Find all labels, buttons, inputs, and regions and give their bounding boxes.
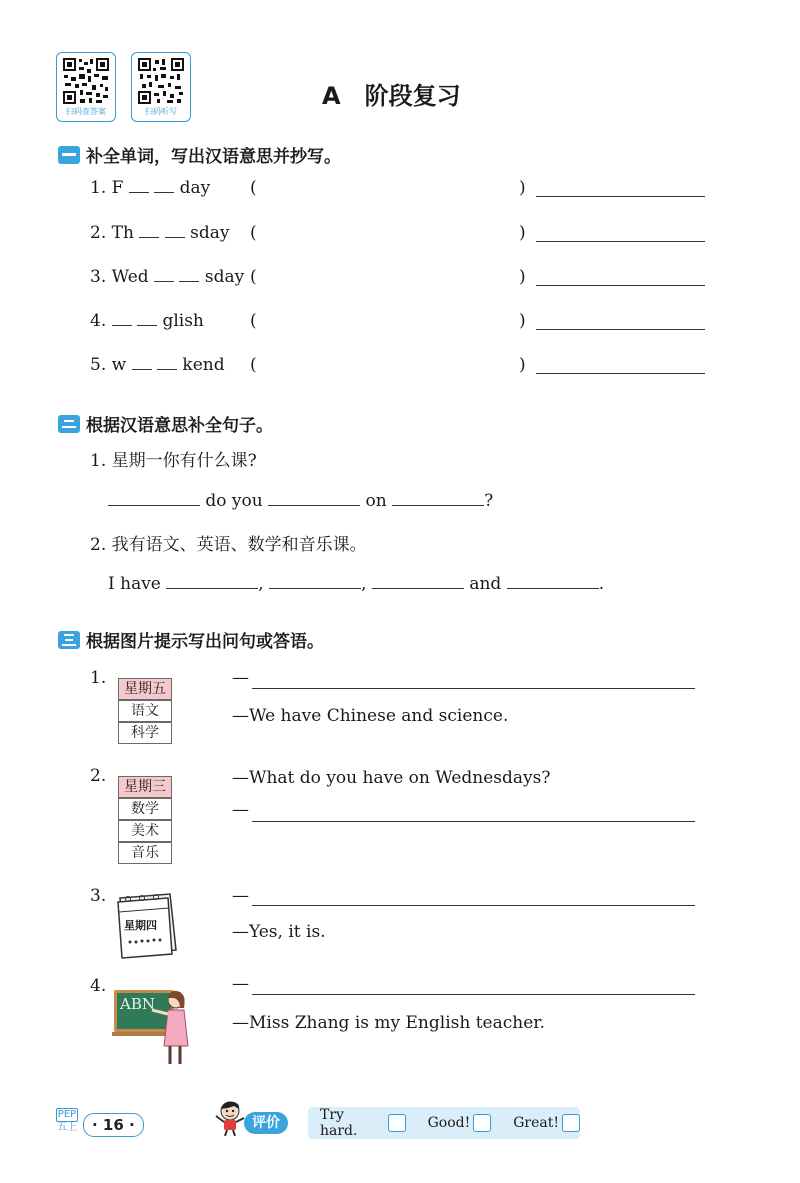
paren-open: ( bbox=[250, 311, 257, 331]
copy-line[interactable] bbox=[536, 196, 705, 197]
dash: — bbox=[232, 800, 249, 820]
eval-checkbox[interactable] bbox=[562, 1114, 580, 1132]
timetable-subject: 音乐 bbox=[118, 842, 172, 864]
copy-line[interactable] bbox=[536, 285, 705, 286]
sentence-end: . bbox=[598, 574, 605, 594]
section-3-badge bbox=[58, 631, 80, 649]
word-suffix: kend bbox=[182, 355, 225, 375]
s2-q1-line bbox=[108, 491, 493, 511]
s3-given-question: —What do you have on Wednesdays? bbox=[232, 768, 551, 788]
sentence-text: and bbox=[469, 574, 502, 594]
s3-given-answer: —Yes, it is. bbox=[232, 922, 326, 942]
timetable-day: 星期五 bbox=[118, 678, 172, 700]
word-item-1 bbox=[90, 178, 210, 198]
dash: — bbox=[232, 668, 249, 688]
s2-q2-line bbox=[108, 574, 604, 594]
timetable-subject: 科学 bbox=[118, 722, 172, 744]
item-number: 2. bbox=[90, 223, 107, 243]
eval-label: Great! bbox=[513, 1115, 559, 1131]
comma: , bbox=[258, 574, 264, 594]
pep-badge: PEP bbox=[57, 1109, 77, 1120]
paren-close: ) bbox=[519, 223, 526, 243]
answer-blank[interactable] bbox=[372, 574, 464, 589]
qr-label: 扫码听写 bbox=[145, 107, 177, 116]
numeral-one-icon bbox=[62, 153, 76, 157]
answer-blank[interactable] bbox=[108, 491, 200, 506]
copy-line[interactable] bbox=[536, 373, 705, 374]
qr-dictation[interactable] bbox=[131, 52, 191, 122]
qr-label: 扫码查答案 bbox=[66, 107, 106, 116]
timetable-subject: 语文 bbox=[118, 700, 172, 722]
eval-label: Try hard. bbox=[320, 1107, 358, 1139]
item-number: 3. bbox=[90, 267, 107, 287]
letter-blank[interactable] bbox=[137, 311, 157, 326]
s3-item-number: 1. bbox=[90, 668, 107, 688]
grade-label: 五上 bbox=[57, 1122, 77, 1133]
paren-close: ) bbox=[519, 178, 526, 198]
dash: — bbox=[232, 974, 249, 994]
copy-line[interactable] bbox=[536, 241, 705, 242]
pep-label bbox=[56, 1108, 78, 1134]
item-number: 4. bbox=[90, 311, 107, 331]
sentence-text: do you bbox=[205, 491, 263, 511]
section-3-heading bbox=[58, 627, 324, 652]
letter-blank[interactable] bbox=[132, 355, 152, 370]
paren-open: ( bbox=[250, 223, 257, 243]
letter-blank[interactable] bbox=[154, 178, 174, 193]
word-suffix: sday bbox=[204, 267, 245, 287]
word-prefix: w bbox=[111, 355, 127, 375]
eval-label: Good! bbox=[427, 1115, 471, 1131]
section-1-badge bbox=[58, 146, 80, 164]
answer-blank[interactable] bbox=[166, 574, 258, 589]
paren-close: ) bbox=[519, 355, 526, 375]
evaluation-badge: 评价 bbox=[244, 1112, 288, 1134]
qr-answers[interactable] bbox=[56, 52, 116, 122]
copy-line[interactable] bbox=[536, 329, 705, 330]
eval-good[interactable] bbox=[428, 1114, 492, 1132]
answer-line[interactable] bbox=[252, 688, 695, 689]
word-item-2 bbox=[90, 223, 230, 243]
cartoon-boy-icon bbox=[214, 1100, 246, 1136]
word-item-4 bbox=[90, 311, 204, 331]
section-2-title: 根据汉语意思补全句子。 bbox=[86, 416, 273, 436]
blackboard-text: ABN bbox=[120, 995, 155, 1013]
evaluation-bar bbox=[308, 1107, 580, 1139]
page-number: · 16 · bbox=[83, 1113, 144, 1137]
letter-blank[interactable] bbox=[165, 223, 185, 238]
paren-close: ) bbox=[519, 311, 526, 331]
sentence-text: on bbox=[365, 491, 387, 511]
qr-code-icon bbox=[137, 57, 185, 105]
eval-try-hard[interactable] bbox=[320, 1107, 406, 1139]
item-number: 1. bbox=[90, 178, 107, 198]
answer-blank[interactable] bbox=[507, 574, 599, 589]
qr-code-icon bbox=[62, 57, 110, 105]
answer-line[interactable] bbox=[252, 994, 695, 995]
letter-blank[interactable] bbox=[139, 223, 159, 238]
word-suffix: sday bbox=[190, 223, 230, 243]
timetable-subject: 数学 bbox=[118, 798, 172, 820]
eval-checkbox[interactable] bbox=[473, 1114, 491, 1132]
answer-line[interactable] bbox=[252, 821, 695, 822]
item-number: 5. bbox=[90, 355, 107, 375]
letter-blank[interactable] bbox=[154, 267, 174, 282]
s3-given-answer: —We have Chinese and science. bbox=[232, 706, 509, 726]
calendar-day: 星期四 bbox=[124, 919, 157, 932]
sentence-end: ? bbox=[484, 491, 494, 511]
word-prefix: Th bbox=[111, 223, 134, 243]
answer-blank[interactable] bbox=[268, 491, 360, 506]
section-1-title: 补全单词，写出汉语意思并抄写。 bbox=[86, 147, 341, 167]
paren-open: ( bbox=[250, 178, 257, 198]
paren-close: ) bbox=[519, 267, 526, 287]
timetable-subject: 美术 bbox=[118, 820, 172, 842]
paren-open: ( bbox=[250, 267, 257, 287]
sentence-text: I have bbox=[108, 574, 161, 594]
eval-checkbox[interactable] bbox=[388, 1114, 406, 1132]
s3-item-number: 4. bbox=[90, 976, 107, 996]
eval-great[interactable] bbox=[513, 1114, 580, 1132]
letter-blank[interactable] bbox=[129, 178, 149, 193]
answer-blank[interactable] bbox=[392, 491, 484, 506]
section-1-heading bbox=[58, 142, 341, 167]
s3-given-answer: —Miss Zhang is my English teacher. bbox=[232, 1013, 545, 1033]
word-item-3 bbox=[90, 267, 244, 287]
word-prefix: F bbox=[111, 178, 124, 198]
timetable-day: 星期三 bbox=[118, 776, 172, 798]
word-item-5 bbox=[90, 355, 225, 375]
answer-line[interactable] bbox=[252, 905, 695, 906]
letter-blank[interactable] bbox=[112, 311, 132, 326]
word-suffix: glish bbox=[162, 311, 204, 331]
dash: — bbox=[232, 886, 249, 906]
letter-blank[interactable] bbox=[179, 267, 199, 282]
comma: , bbox=[361, 574, 367, 594]
section-2-heading bbox=[58, 411, 273, 436]
s3-item-number: 3. bbox=[90, 886, 107, 906]
s3-item-number: 2. bbox=[90, 766, 107, 786]
letter-blank[interactable] bbox=[157, 355, 177, 370]
paren-open: ( bbox=[250, 355, 257, 375]
numeral-three-icon bbox=[62, 634, 76, 646]
numeral-two-icon bbox=[62, 419, 76, 429]
answer-blank[interactable] bbox=[269, 574, 361, 589]
page-title: A 阶段复习 bbox=[322, 82, 461, 110]
word-prefix: Wed bbox=[111, 267, 149, 287]
word-suffix: day bbox=[179, 178, 211, 198]
section-2-badge bbox=[58, 415, 80, 433]
s2-q1-prompt: 1. 星期一你有什么课? bbox=[90, 451, 257, 471]
s2-q2-prompt: 2. 我有语文、英语、数学和音乐课。 bbox=[90, 535, 367, 555]
section-3-title: 根据图片提示写出问句或答语。 bbox=[86, 632, 324, 652]
